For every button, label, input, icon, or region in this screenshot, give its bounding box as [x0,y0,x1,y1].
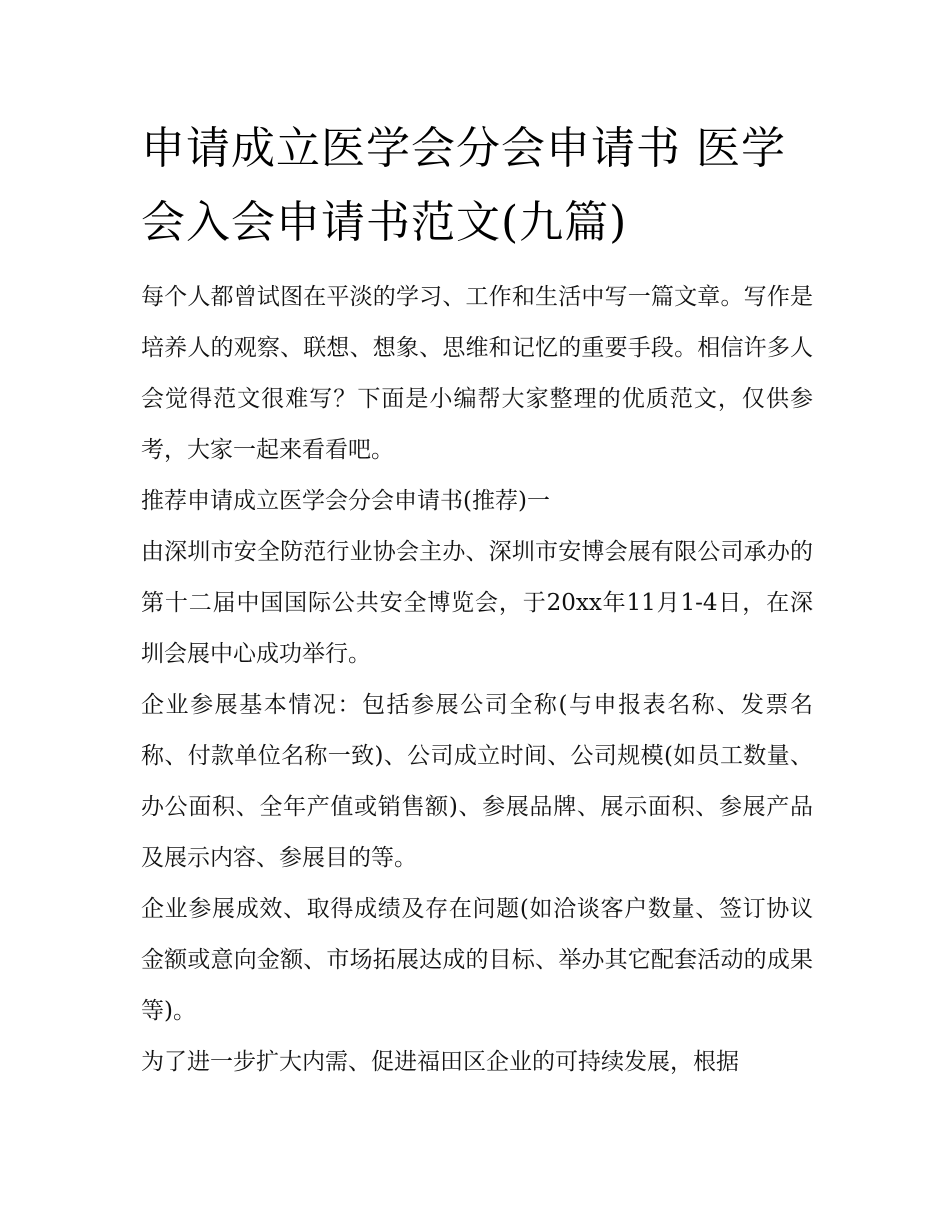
results-paragraph: 企业参展成效、取得成绩及存在问题(如洽谈客户数量、签订协议金额或意向金额、市场拓展达成的目标、举办其它配套活动的成果等)。 [141,896,813,1024]
document-title: 申请成立医学会分会申请书 医学会入会申请书范文(九篇) [141,123,786,248]
document-body [141,112,813,1088]
basic-info-paragraph: 企业参展基本情况：包括参展公司全称(与申报表名称、发票名称、付款单位名称一致)、公司成立时间、公司规模(如员工数量、办公面积、全年产值或销售额)、参展品牌、展示面积、参展产品及展示内容、参展目的等。 [141,692,813,871]
closing-paragraph: 为了进一步扩大内需、促进福田区企业的可持续发展，根据 [141,1049,739,1075]
exhibition-paragraph: 由深圳市安全防范行业协会主办、深圳市安博会展有限公司承办的第十二届中国国际公共安全博览会，于20xx年11月1-4日，在深圳会展中心成功举行。 [141,539,813,667]
section-heading: 推荐申请成立医学会分会申请书(推荐)一 [141,488,550,514]
intro-paragraph: 每个人都曾试图在平淡的学习、工作和生活中写一篇文章。写作是培养人的观察、联想、想象、思维和记忆的重要手段。相信许多人会觉得范文很难写？下面是小编帮大家整理的优质范文，仅供参考，大家一起来看看吧。 [141,284,813,463]
